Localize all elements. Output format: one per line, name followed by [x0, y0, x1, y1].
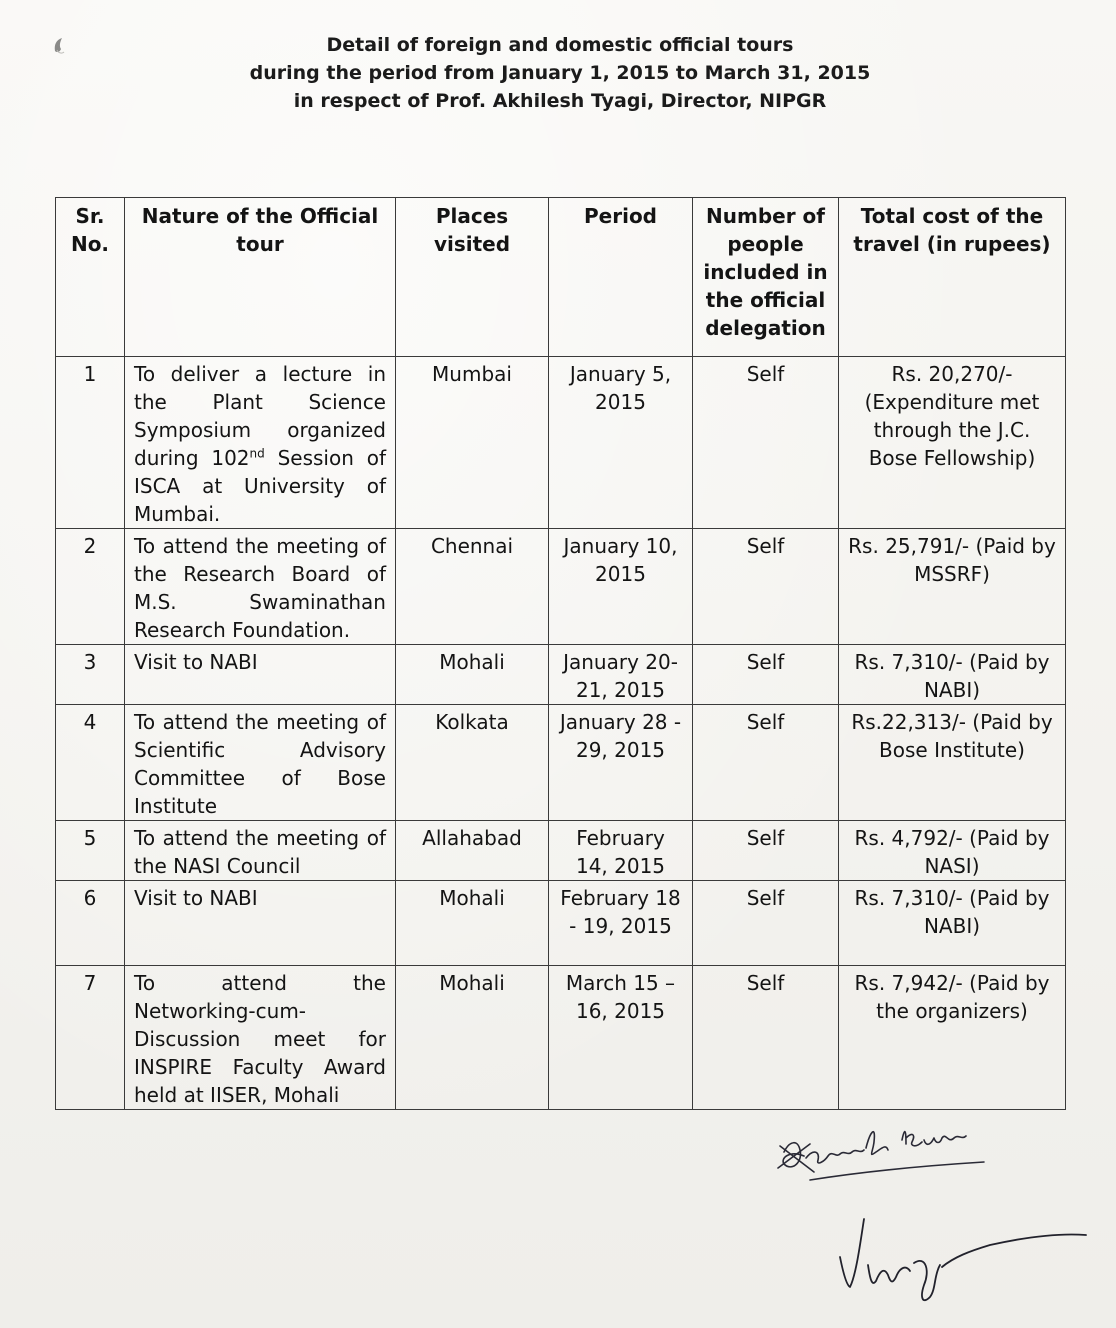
cell-cost: Rs. 25,791/- (Paid by MSSRF): [839, 529, 1066, 645]
cell-period: January 5, 2015: [549, 357, 693, 529]
cell-sr: 1: [56, 357, 125, 529]
cell-sr: 6: [56, 881, 125, 966]
cell-place: Mumbai: [396, 357, 549, 529]
cell-people: Self: [693, 881, 839, 966]
cell-place: Allahabad: [396, 821, 549, 881]
header-number-of-people: Number of people included in the official delegation: [693, 198, 839, 357]
cell-nature: [125, 357, 396, 529]
cell-place: Mohali: [396, 881, 549, 966]
header-places-visited: Places visited: [396, 198, 549, 357]
cell-period: March 15 – 16, 2015: [549, 966, 693, 1110]
cell-nature: To attend the meeting of Scientific Advisory Committee of Bose Institute: [125, 705, 396, 821]
cell-cost: Rs. 4,792/- (Paid by NASI): [839, 821, 1066, 881]
cell-people: Self: [693, 529, 839, 645]
cell-period: January 20-21, 2015: [549, 645, 693, 705]
signature-director: [830, 1205, 1090, 1315]
cell-place: Chennai: [396, 529, 549, 645]
cell-place: Mohali: [396, 966, 549, 1110]
cell-nature-text: To deliver a lecture in the Plant Science Symposium organized during 102: [134, 362, 386, 470]
cell-sr: 4: [56, 705, 125, 821]
cell-people: Self: [693, 645, 839, 705]
cell-people: Self: [693, 966, 839, 1110]
cell-period: January 28 - 29, 2015: [549, 705, 693, 821]
title-line-3: in respect of Prof. Akhilesh Tyagi, Director, NIPGR: [293, 90, 827, 112]
cell-people: Self: [693, 357, 839, 529]
ordinal-suffix: nd: [249, 446, 265, 461]
cell-sr: 5: [56, 821, 125, 881]
signature-kamal-kumar: [770, 1110, 1000, 1190]
cell-people: Self: [693, 821, 839, 881]
cell-nature-text: Session of ISCA at University of Mumbai.: [134, 446, 386, 526]
header-nature-of-tour: Nature of the Official tour: [125, 198, 396, 357]
cell-nature: Visit to NABI: [125, 645, 396, 705]
cell-cost: Rs. 20,270/- (Expenditure met through the J.C. Bose Fellowship): [839, 357, 1066, 529]
cell-cost: Rs.22,313/- (Paid by Bose Institute): [839, 705, 1066, 821]
table-row: [56, 529, 1066, 645]
table-row: [56, 645, 1066, 705]
cell-nature: To attend the meeting of the Research Board of M.S. Swaminathan Research Foundation.: [125, 529, 396, 645]
cell-period: January 10, 2015: [549, 529, 693, 645]
title-line-2: during the period from January 1, 2015 to March 31, 2015: [249, 62, 871, 84]
document-title: [160, 31, 960, 115]
cell-place: Mohali: [396, 645, 549, 705]
cell-period: February 14, 2015: [549, 821, 693, 881]
cell-sr: 7: [56, 966, 125, 1110]
cell-cost: Rs. 7,310/- (Paid by NABI): [839, 881, 1066, 966]
title-line-1: Detail of foreign and domestic official tours: [326, 34, 794, 56]
table-row: [56, 821, 1066, 881]
pin-hole-mark: [48, 35, 70, 57]
table-header-row: [56, 198, 1066, 357]
header-total-cost: Total cost of the travel (in rupees): [839, 198, 1066, 357]
tours-table: [55, 197, 1066, 1110]
cell-period: February 18 - 19, 2015: [549, 881, 693, 966]
cell-nature: To attend the meeting of the NASI Council: [125, 821, 396, 881]
table-row: [56, 966, 1066, 1110]
cell-cost: Rs. 7,310/- (Paid by NABI): [839, 645, 1066, 705]
header-period: Period: [549, 198, 693, 357]
table-row: [56, 705, 1066, 821]
cell-sr: 2: [56, 529, 125, 645]
cell-place: Kolkata: [396, 705, 549, 821]
cell-sr: 3: [56, 645, 125, 705]
header-sr-no: Sr. No.: [56, 198, 125, 357]
table-row: [56, 357, 1066, 529]
cell-nature: Visit to NABI: [125, 881, 396, 966]
cell-cost: Rs. 7,942/- (Paid by the organizers): [839, 966, 1066, 1110]
cell-nature: To attend the Networking-cum-Discussion meet for INSPIRE Faculty Award held at IISER, Mohali: [125, 966, 396, 1110]
table-row: [56, 881, 1066, 966]
cell-people: Self: [693, 705, 839, 821]
